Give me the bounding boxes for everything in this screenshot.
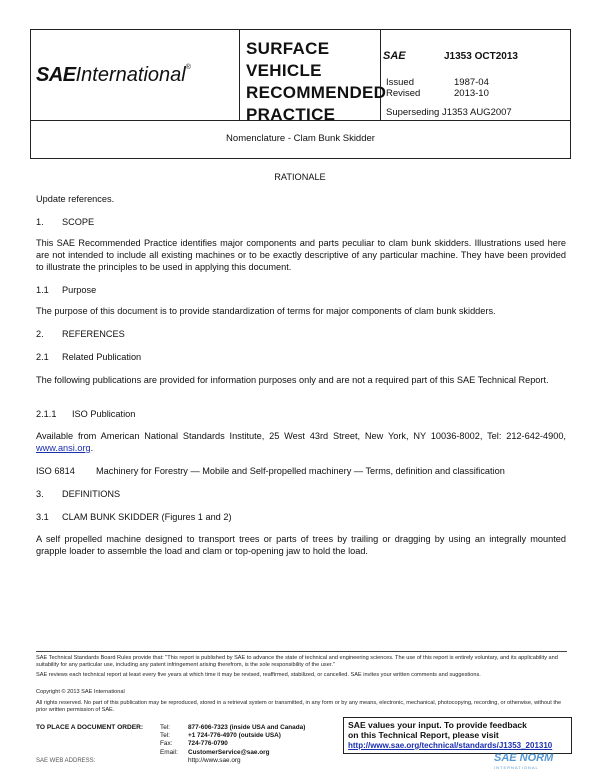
feedback-line: SAE values your input. To provide feedback — [348, 720, 527, 730]
paragraph: The purpose of this document is to provide standardization of terms for major components of clam bunk skidders. — [36, 306, 496, 316]
issued-value: 1987-04 — [454, 77, 489, 88]
doc-type-line: PRACTICE — [246, 105, 336, 124]
footer-review: SAE reviews each technical report at least every five years at which time it may be revised, reaffirmed, stabilized, or cancelled. SAE invites your written comments and suggestions. — [36, 672, 481, 678]
section-heading: 1.1 Purpose — [36, 285, 97, 295]
feedback-box — [343, 717, 572, 754]
section-heading: 1. SCOPE — [36, 217, 95, 227]
paragraph: A self propelled machine designed to transport trees or parts of trees by trailing or dragging by using an integrally mounted grapple loader to assemble the load and clam or top-opening jaw to hold the load. — [36, 534, 566, 556]
doc-type-line: RECOMMENDED — [246, 83, 387, 102]
order-label: TO PLACE A DOCUMENT ORDER: — [36, 724, 144, 731]
superseding: Superseding J1353 AUG2007 — [386, 107, 512, 118]
footer-divider — [36, 651, 567, 652]
section-heading: 3.1 CLAM BUNK SKIDDER (Figures 1 and 2) — [36, 512, 232, 522]
bottom-code: SAE WEB ADDRESS: — [36, 758, 96, 764]
watermark-logo: SAE NORM INTERNATIONAL — [494, 752, 554, 770]
paragraph: Available from American National Standards Institute, 25 West 43rd Street, New York, NY 10036-8002, Tel: 212-642-4900, www.ansi.org. — [36, 431, 566, 453]
issued-label: Issued — [386, 77, 414, 88]
rationale-heading: RATIONALE — [274, 172, 326, 182]
sae-small-logo: SAE — [383, 50, 406, 62]
revised-row — [386, 88, 489, 99]
footer-copyright: Copyright © 2013 SAE International — [36, 689, 125, 695]
paragraph: The following publications are provided for information purposes only and are not a required part of this SAE Technical Report. — [36, 375, 549, 385]
revised-value: 2013-10 — [454, 88, 489, 99]
iso-code: ISO 6814 — [36, 466, 75, 476]
section-heading: 3. DEFINITIONS — [36, 489, 121, 499]
rationale-text: Update references. — [36, 194, 115, 204]
section-heading: 2.1.1 ISO Publication — [36, 409, 136, 419]
footer-rules: SAE Technical Standards Board Rules provide that: "This report is published by SAE to advance the state of technical and engineering sciences. The use of this report is entirely voluntary, and its applicability and suitability for any particular use, including any patent infringement arising therefrom, is the sole responsibility of the user." — [36, 655, 558, 668]
doc-type-line: VEHICLE — [246, 61, 322, 80]
revised-label: Revised — [386, 88, 421, 99]
section-heading: 2.1 Related Publication — [36, 352, 142, 362]
iso-reference — [36, 466, 505, 476]
ansi-link[interactable]: www.ansi.org — [36, 442, 91, 453]
iso-title: Machinery for Forestry — Mobile and Self-propelled machinery — Terms, definition and classification — [96, 466, 505, 476]
sae-international-logo: SAEInternational® — [36, 64, 191, 86]
header-divider — [239, 30, 240, 120]
document-number: J1353 OCT2013 — [444, 51, 518, 62]
section-heading: 2. REFERENCES — [36, 329, 125, 339]
feedback-line: on this Technical Report, please visit — [348, 730, 499, 740]
paragraph: This SAE Recommended Practice identifies major components and parts peculiar to clam bunk skidders. Illustrations used here are not intended to include all existing machines or to be exactly descriptive of any particular machine. They have been provided to illustrate the principles to be used in applying this document. — [36, 238, 566, 272]
document-title: Nomenclature - Clam Bunk Skidder — [30, 121, 571, 159]
issued-row — [386, 77, 489, 88]
doc-type-line: SURFACE — [246, 39, 330, 58]
document-type — [246, 38, 386, 126]
feedback-link[interactable]: http://www.sae.org/technical/standards/J1353_201310 — [348, 741, 553, 750]
footer-rights: All rights reserved. No part of this publication may be reproduced, stored in a retrieval system or transmitted, in any form or by any means, electronic, mechanical, photocopying, recording, or otherwise, without the prior written permission of SAE. — [36, 700, 562, 713]
